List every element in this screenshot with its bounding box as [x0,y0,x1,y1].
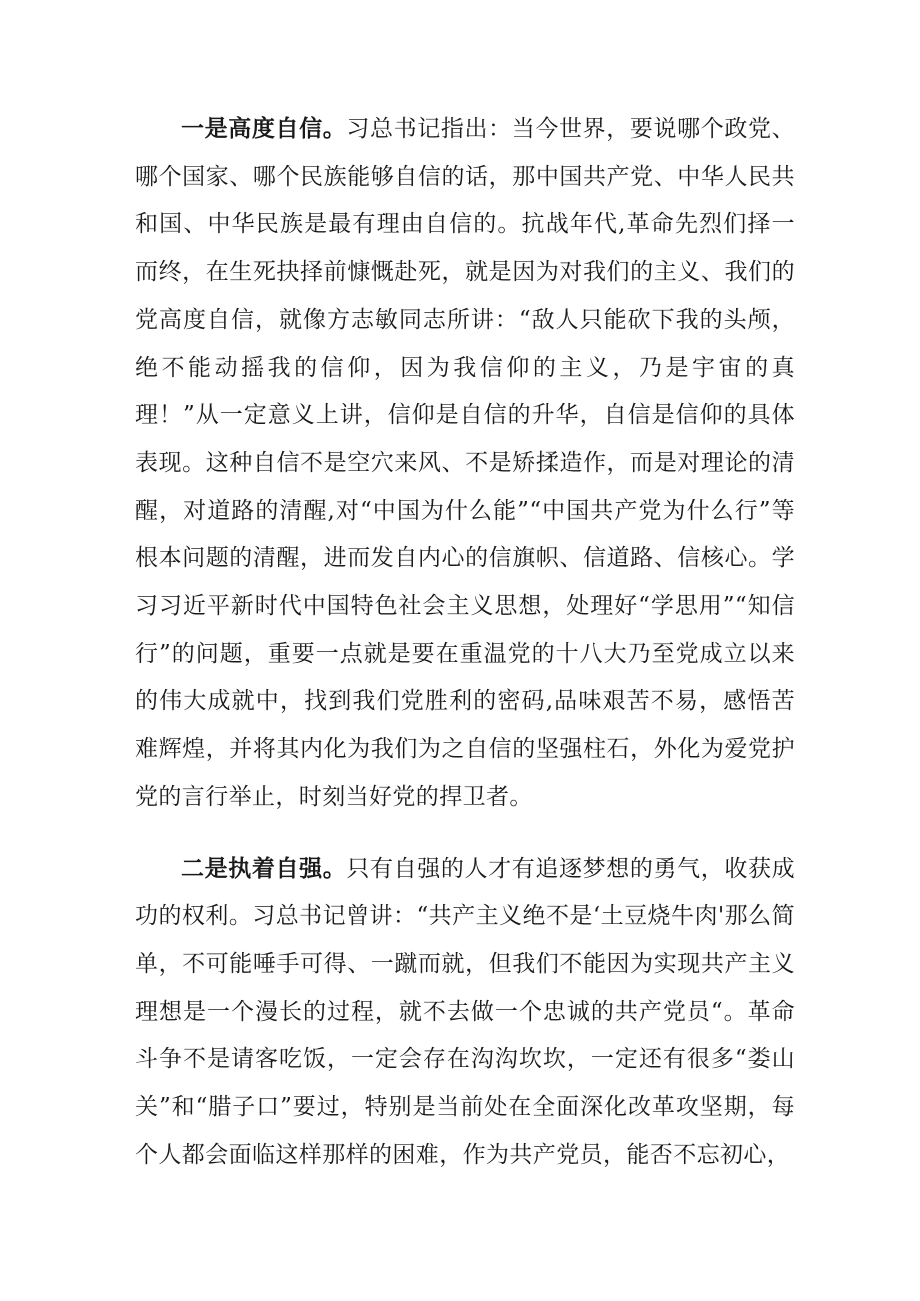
paragraph-text-self-strengthening: 只有自强的人才有追逐梦想的勇气，收获成功的权利。习总书记曾讲：“共产主义绝不是‘土豆烧牛肉'那么简单，不可能唾手可得、一蹴而就，但我们不能因为实现共产主义理想是一个漫长的过程，就不去做一个忠诚的共产党员“。革命斗争不是请客吃饭，一定会存在沟沟坎坎，一定还有很多“娄山关”和“腊子口”要过，特别是当前处在全面深化改革攻坚期，每个人都会面临这样那样的困难，作为共产党员，能否不忘初心， [135,855,795,1168]
paragraph-confidence [135,106,795,822]
paragraph-text-confidence: 习总书记指出：当今世界，要说哪个政党、哪个国家、哪个民族能够自信的话，那中国共产党、中华人民共和国、中华民族是最有理由自信的。抗战年代,革命先烈们择一而终，在生死抉择前慷慨赴死，就是因为对我们的主义、我们的党高度自信，就像方志敏同志所讲：“敌人只能砍下我的头颅，绝不能动摇我的信仰，因为我信仰的主义，乃是宇宙的真理！”从一定意义上讲，信仰是自信的升华，自信是信仰的具体表现。这种自信不是空穴来风、不是矫揉造作，而是对理论的清醒，对道路的清醒,对“中国为什么能”“中国共产党为什么行”等根本问题的清醒，进而发自内心的信旗帜、信道路、信核心。学习习近平新时代中国特色社会主义思想，处理好“学思用”“知信行”的问题，重要一点就是要在重温党的十八大乃至党成立以来的伟大成就中，找到我们党胜利的密码,品味艰苦不易，感悟苦难辉煌，并将其内化为我们为之自信的坚强柱石，外化为爱党护党的言行举止，时刻当好党的捍卫者。 [135,116,795,810]
paragraph-heading-confidence: 一是高度自信。 [181,116,347,142]
document-body [135,106,795,1179]
paragraph-self-strengthening [135,846,795,1180]
paragraph-heading-self-strengthening: 二是执着自强。 [181,855,347,882]
